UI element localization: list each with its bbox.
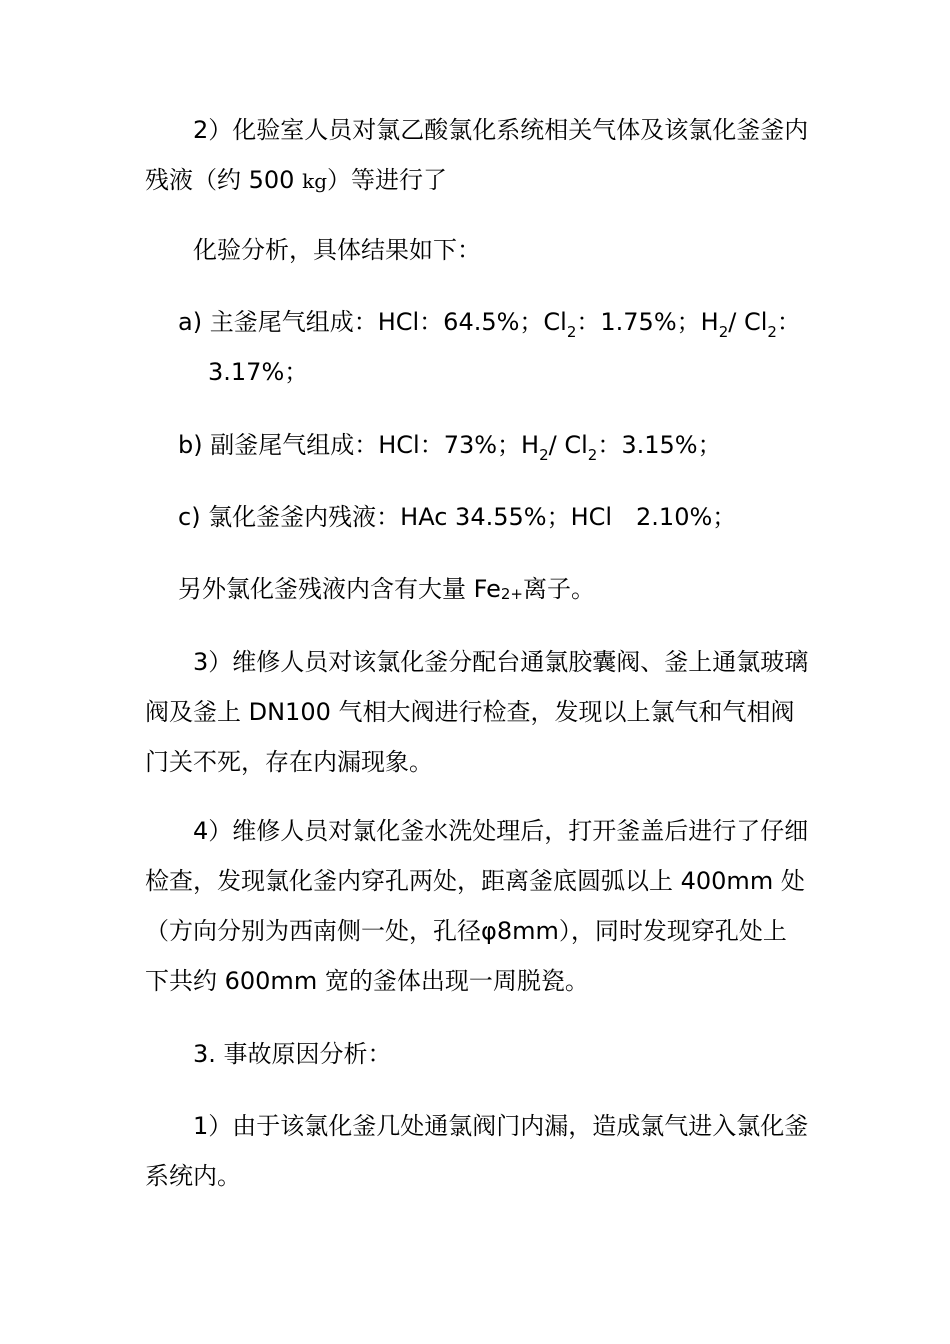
subscript: 2: [587, 446, 598, 464]
item-b-text: ：3.15%；: [597, 431, 722, 459]
subscript: 2: [539, 446, 549, 464]
item-b-text: / Cl: [548, 431, 588, 459]
superscript: 2+: [500, 585, 524, 603]
paragraph-cause-1: 1）由于该氯化釜几处通氯阀门内漏，造成氯气进入氯化釜系统内。: [145, 1112, 809, 1190]
fe-text: 离子。: [523, 575, 596, 603]
subscript: 2: [566, 323, 577, 341]
paragraph-text: 2）化验室人员对氯乙酸氯化系统相关气体及该氯化釜釜内残液（约 500: [145, 116, 809, 194]
paragraph-fe-ions: [178, 564, 818, 614]
paragraph-kettle-inspection: 4）维修人员对氯化釜水洗处理后，打开釜盖后进行了仔细检查，发现氯化釜内穿孔两处，距离釜底圆弧以上 400mm 处（方向分别为西南侧一处，孔径φ8mm），同时发现穿孔处上下共约 600mm 宽的釜体出现一周脱瓷。: [145, 817, 809, 995]
paragraph-valve-inspection: 3）维修人员对该氯化釜分配台通氯胶囊阀、釜上通氯玻璃阀及釜上 DN100 气相大阀进行检查，发现以上氯气和气相阀门关不死，存在内漏现象。: [145, 648, 809, 776]
subscript: 2: [718, 323, 729, 341]
item-a-text: / Cl: [728, 308, 768, 336]
list-item-c: c) 氯化釜釜内残液：HAc 34.55%；HCl 2.10%；: [178, 503, 737, 531]
item-a-text: ：1.75%；H: [576, 308, 719, 336]
list-item-a: [178, 297, 848, 397]
item-b-text: b) 副釜尾气组成：HCl：73%；H: [178, 431, 540, 459]
paragraph-text-end: ）等进行了: [327, 166, 447, 194]
fe-text: 另外氯化釜残液内含有大量 Fe: [178, 575, 501, 603]
subscript: 2: [767, 323, 777, 341]
item-a-text: a) 主釜尾气组成：HCl：64.5%；Cl: [178, 308, 567, 336]
list-item-b: [178, 420, 818, 470]
item-a-text: ：3.17%；: [208, 308, 801, 386]
paragraph-lab-analysis: [145, 105, 810, 206]
paragraph-results-intro: 化验分析，具体结果如下：: [193, 236, 481, 264]
unit-kg: kg: [302, 169, 327, 193]
heading-cause-analysis: 3. 事故原因分析：: [193, 1040, 392, 1068]
